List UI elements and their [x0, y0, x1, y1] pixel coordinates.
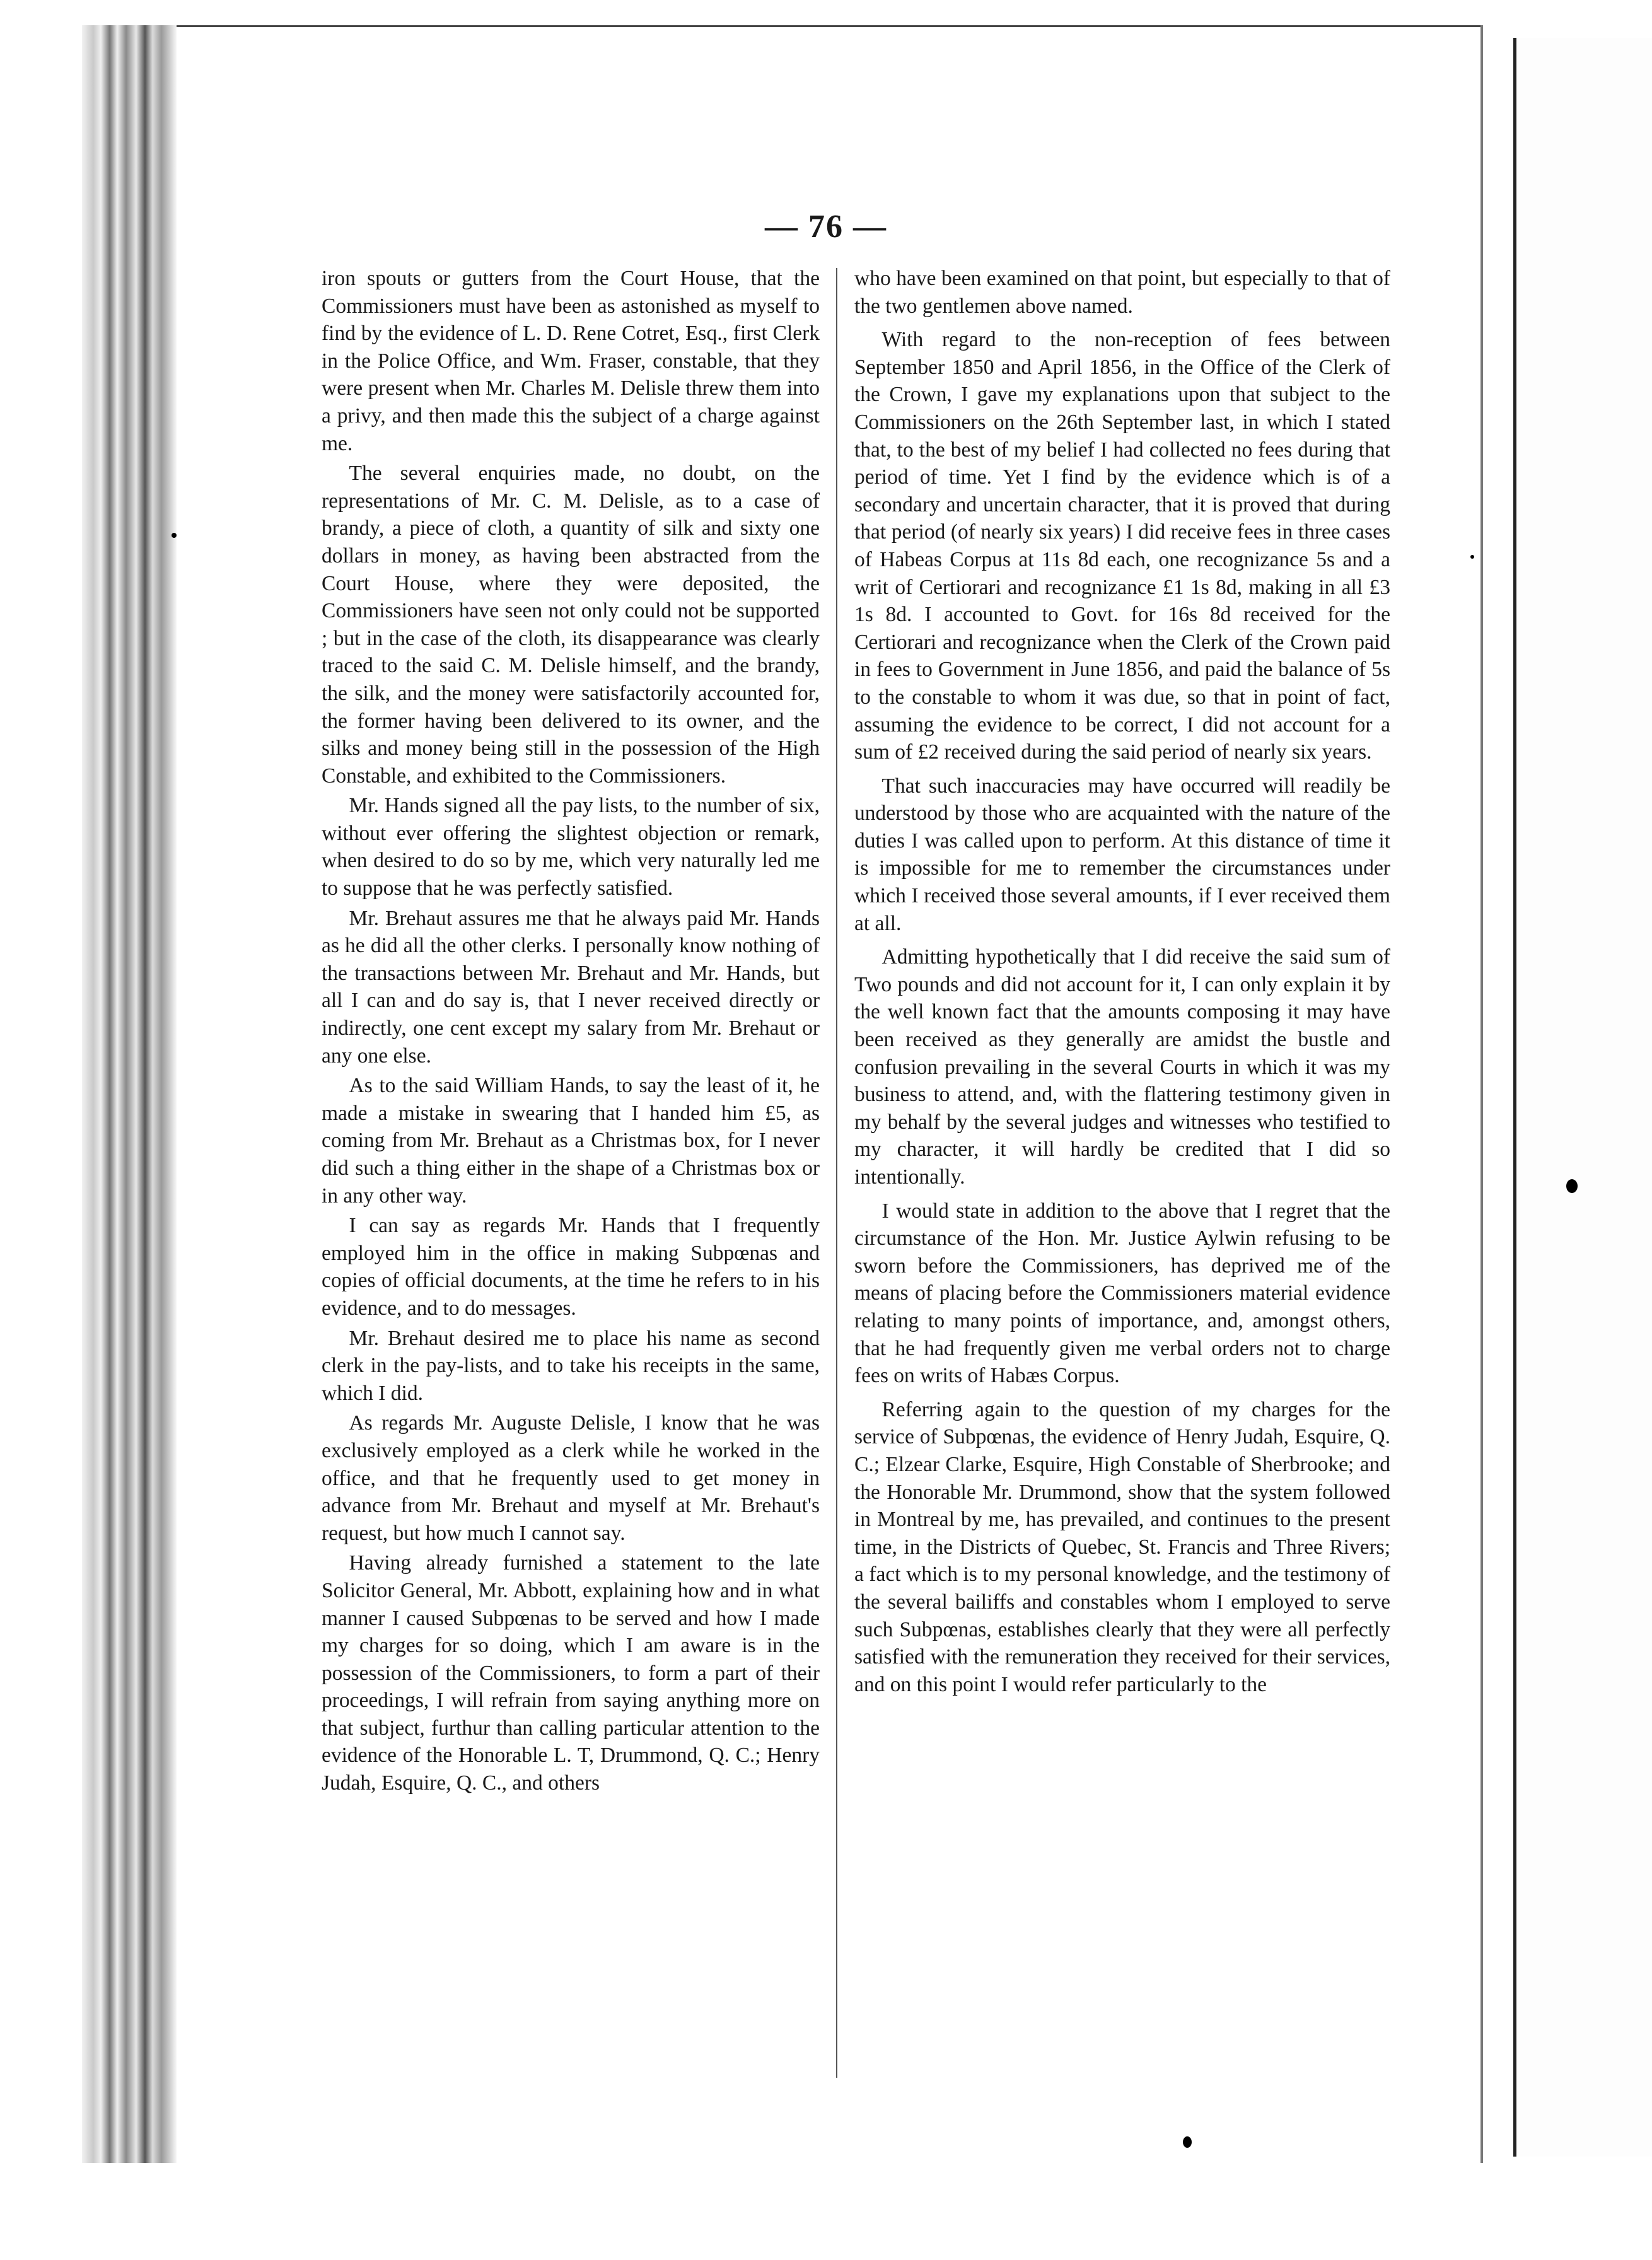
paragraph: Mr. Brehaut desired me to place his name as second clerk in the pay-lists, and to take his receipts in the same, which I did.	[322, 1326, 820, 1405]
page-top-edge	[177, 25, 1482, 27]
ink-speck	[172, 533, 177, 538]
paragraph: who have been examined on that point, but especially to that of the two gentlemen above named.	[854, 267, 1390, 318]
ink-speck	[1470, 555, 1474, 559]
facing-page-edge	[1513, 38, 1652, 2157]
column-divider	[836, 268, 837, 2078]
paragraph: I would state in addition to the above that I regret that the circumstance of the Hon. Mr. Justice Aylwin refusing to be sworn before the Commissioners, has deprived me of the means of placing before the Commissioners material evidence relating to many points of importance, and, amongst others, that he had frequently given me verbal orders not to charge fees on writs of Habæs Corpus.	[854, 1199, 1390, 1388]
paragraph: Mr. Brehaut assures me that he always paid Mr. Hands as he did all the other clerks. I personally know nothing of the transactions between Mr. Brehaut and Mr. Hands, but all I can and do say is, that I never received directly or indirectly, one cent except my salary from Mr. Brehaut or any one else.	[322, 906, 820, 1068]
right-text-column	[854, 265, 1390, 2094]
ink-speck	[1183, 2136, 1192, 2148]
paragraph: iron spouts or gutters from the Court House, that the Commissioners must have been as astonished as myself to find by the evidence of L. D. Rene Cotret, Esq., first Clerk in the Police Office, and Wm. Fraser, constable, that they were present when Mr. Charles M. Delisle threw them into a privy, and then made this the subject of a charge against me.	[322, 267, 820, 455]
page-right-edge	[1480, 25, 1483, 2163]
paragraph: Mr. Hands signed all the pay lists, to the number of six, without ever offering the slightest objection or remark, when desired to do so by me, which very naturally led me to suppose that he was perfectly satisfied.	[322, 794, 820, 900]
paragraph: With regard to the non-reception of fees between September 1850 and April 1856, in the Office of the Clerk of the Crown, I gave my explanations upon that subject to the Commissioners on the 26th September last, in which I stated that, to the best of my belief I had collected no fees during that period of time. Yet I find by the evidence which is of a secondary and uncertain character, that it is proved that during that period (of nearly six years) I did receive fees in three cases of Habeas Corpus at 11s 8d each, one recognizance 5s and a writ of Certiorari and recognizance £1 1s 8d, making in all £3 1s 8d. I accounted to Govt. for 16s 8d received for the Certiorari and recognizance when the Clerk of the Crown paid in fees to Government in June 1856, and paid the balance of 5s to the constable to whom it was due, so that in point of fact, assuming the evidence to be correct, I did not account for a sum of £2 received during the said period of nearly six years.	[854, 328, 1390, 764]
ink-speck	[1566, 1179, 1578, 1193]
book-spine-shadow	[82, 25, 177, 2163]
paragraph: I can say as regards Mr. Hands that I frequently employed him in the office in making Subpœnas and copies of official documents, at the time he refers to in his evidence, and to do messages.	[322, 1214, 820, 1320]
paragraph: As regards Mr. Auguste Delisle, I know that he was exclusively employed as a clerk while he worked in the office, and that he frequently used to get money in advance from Mr. Brehaut and myself at Mr. Brehaut's request, but how much I cannot say.	[322, 1411, 820, 1545]
paragraph: That such inaccuracies may have occurred will readily be understood by those who are acquainted with the nature of the duties I was called upon to perform. At this distance of time it is impossible for me to remember the circumstances under which I received those several amounts, if I ever received them at all.	[854, 774, 1390, 935]
left-text-column	[322, 265, 820, 2094]
paragraph: Having already furnished a statement to the late Solicitor General, Mr. Abbott, explaining how and in what manner I caused Subpœnas to be served and how I made my charges for so doing, which I am aware is in the possession of the Commissioners, to form a part of their proceedings, I will refrain from saying anything more on that subject, furthur than calling particular attention to the evidence of the Honorable L. T, Drummond, Q. C.; Henry Judah, Esquire, Q. C., and others	[322, 1551, 820, 1795]
page-number: — 76 —	[765, 209, 887, 245]
paragraph: Admitting hypothetically that I did receive the said sum of Two pounds and did not account for it, I can only explain it by the well known fact that the amounts composing it may have been received as they generally are amidst the bustle and confusion prevailing in the several Courts in which it was my business to attend, and, with the flattering testimony given in my behalf by the several judges and witnesses who testified to my character, it will hardly be credited that I did so intentionally.	[854, 945, 1390, 1189]
paragraph: The several enquiries made, no doubt, on the representations of Mr. C. M. Delisle, as to a case of brandy, a piece of cloth, a quantity of silk and sixty one dollars in money, as having been abstracted from the Court House, where they were deposited, the Commissioners have seen not only could not be supported ; but in the case of the cloth, its disappearance was clearly traced to the said C. M. Delisle himself, and the brandy, the silk, and the money were satisfactorily accounted for, the former having been delivered to its owner, and the silks and money being still in the possession of the High Constable, and exhibited to the Commissioners.	[322, 462, 820, 788]
paragraph: As to the said William Hands, to say the least of it, he made a mistake in swearing that I handed him £5, as coming from Mr. Brehaut as a Christmas box, for I never did such a thing either in the shape of a Christmas box or in any other way.	[322, 1074, 820, 1208]
paragraph: Referring again to the question of my charges for the service of Subpœnas, the evidence of Henry Judah, Esquire, Q. C.; Elzear Clarke, Esquire, High Constable of Sherbrooke; and the Honorable Mr. Drummond, show that the system followed in Montreal by me, has prevailed, and continues to the present time, in the Districts of Quebec, St. Francis and Three Rivers; a fact which is to my personal knowledge, and the testimony of the several bailiffs and constables whom I employed to serve such Subpœnas, establishes clearly that they were all perfectly satisfied with the remuneration they received for their services, and on this point I would refer particularly to the	[854, 1397, 1390, 1696]
